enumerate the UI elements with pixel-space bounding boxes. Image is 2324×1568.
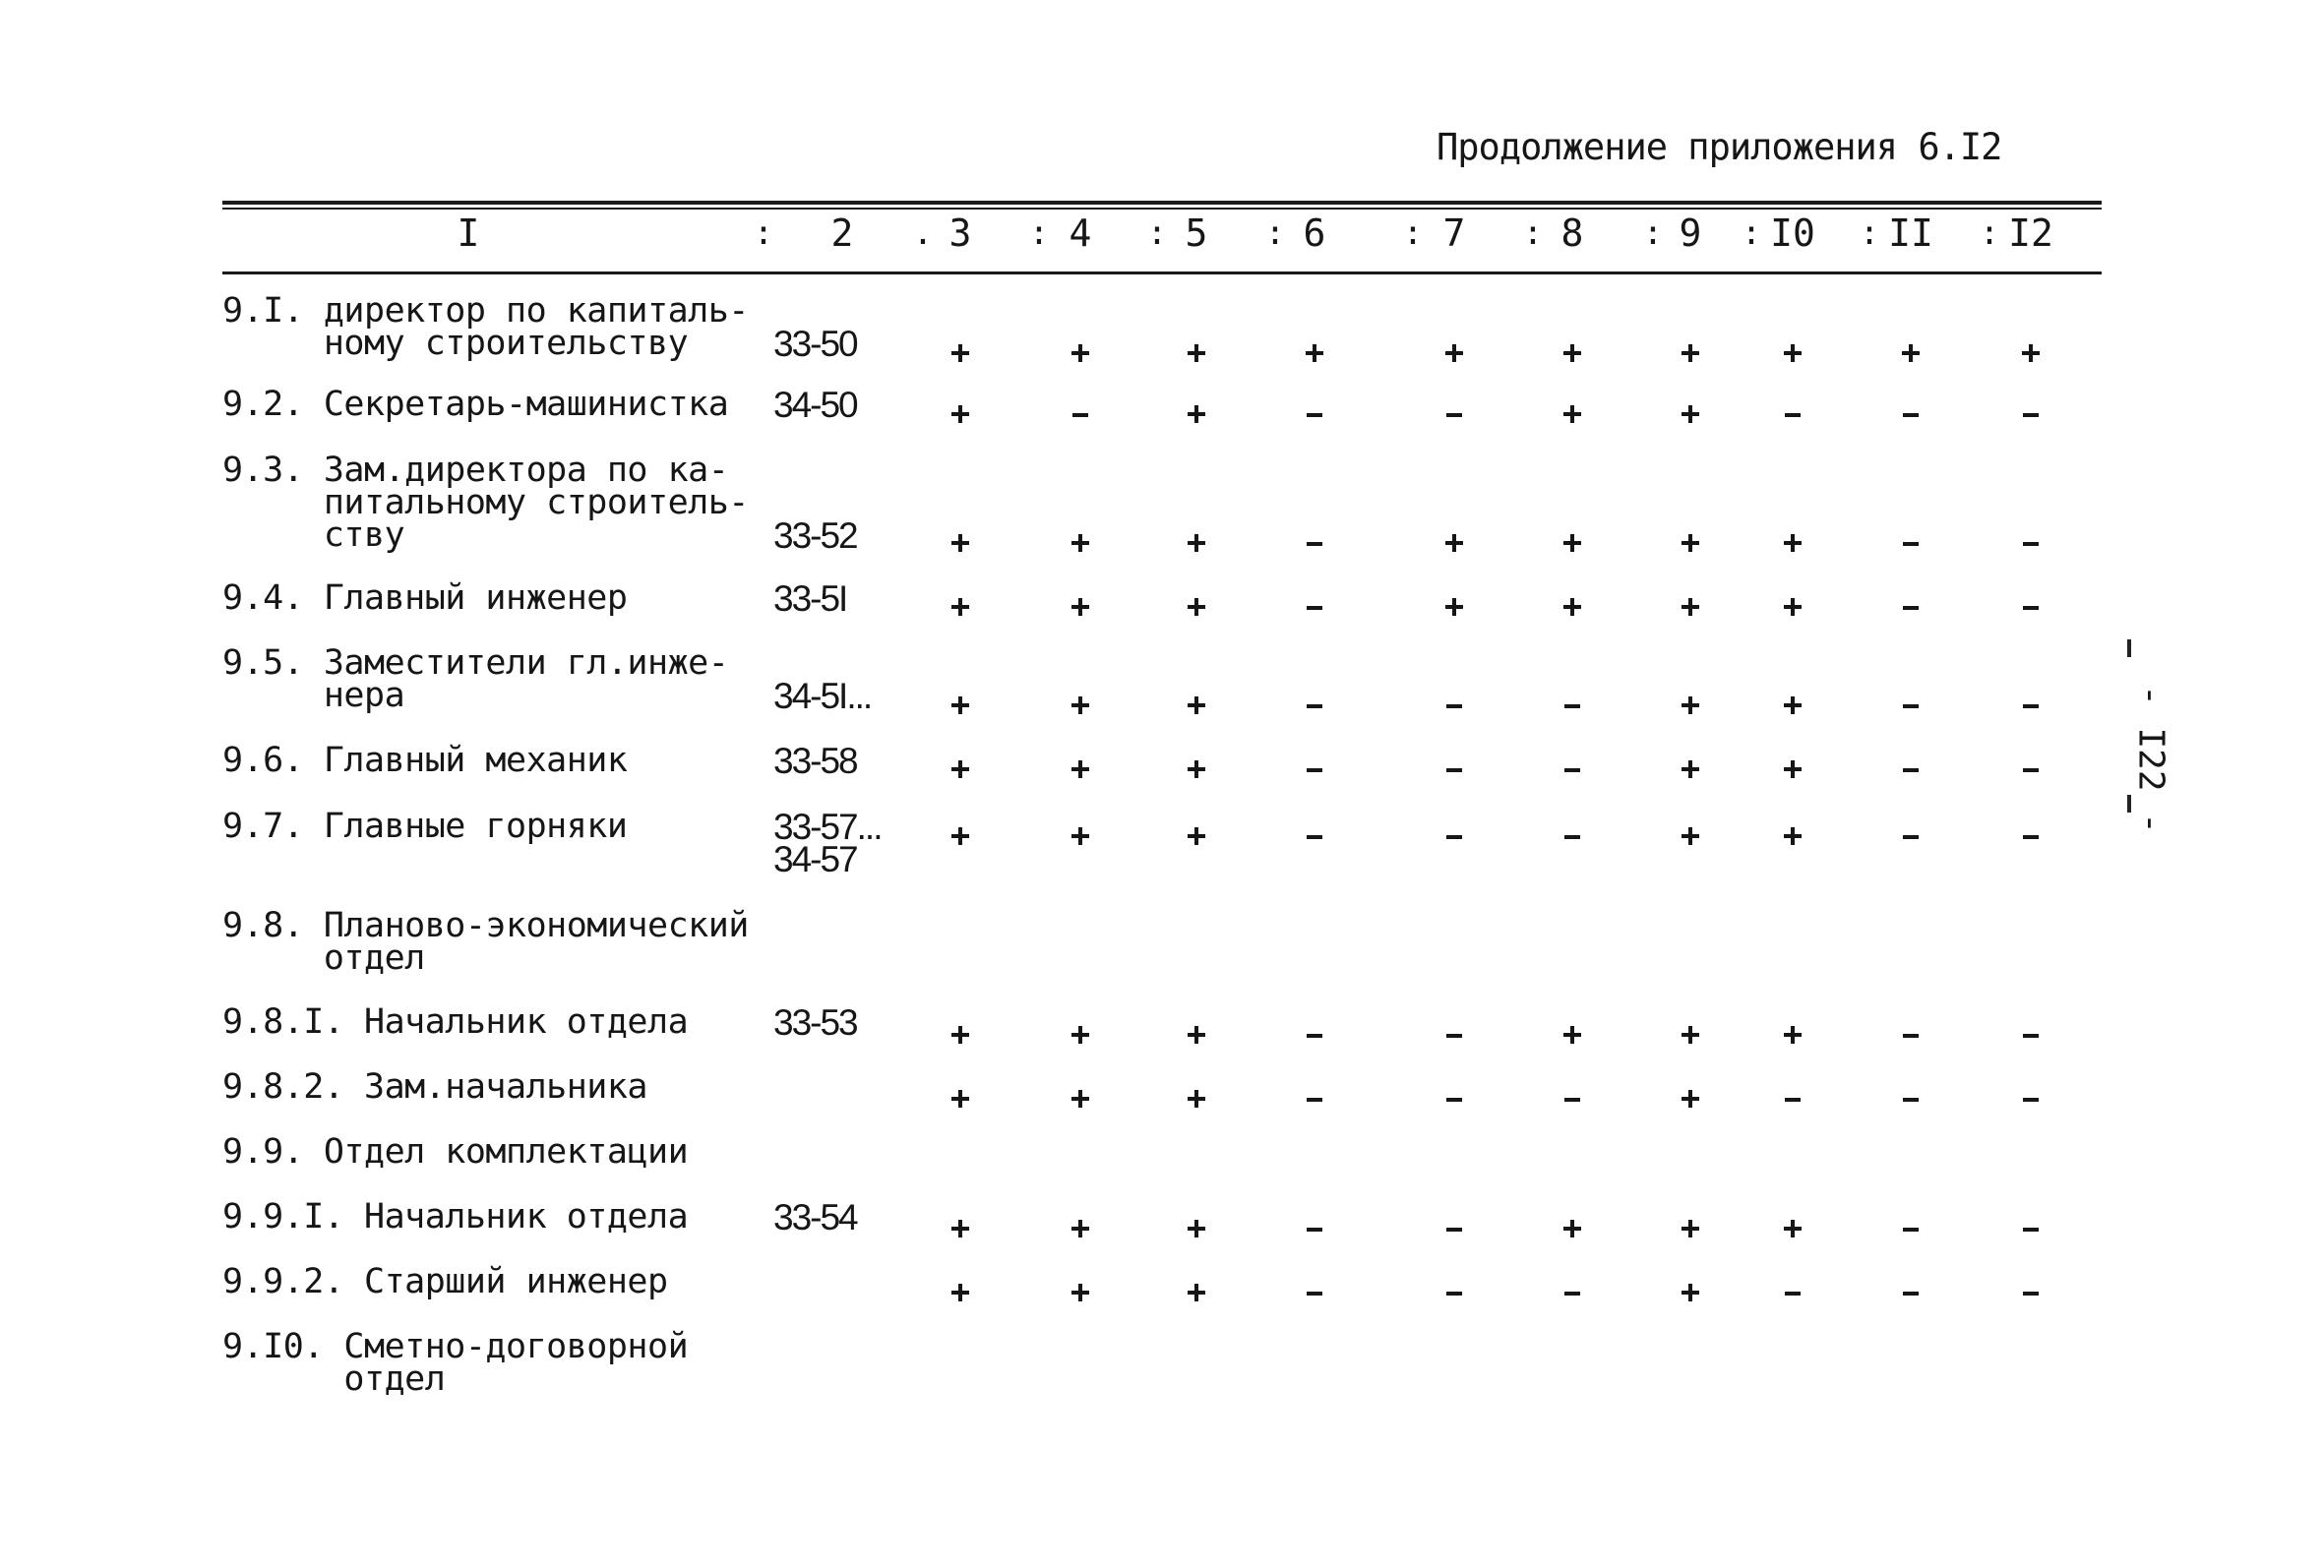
minus-mark — [1295, 686, 1334, 725]
plus-mark — [1553, 587, 1592, 627]
row-code: 33-57... 34-57 — [773, 807, 882, 879]
row-code: 34-50 — [773, 385, 857, 425]
column-header-12: I2 — [2008, 211, 2053, 255]
row-label: 9.I0. Сметно-договорной отдел — [222, 1327, 689, 1399]
plus-mark — [941, 1079, 980, 1118]
plus-mark — [1177, 1273, 1216, 1312]
column-header-5: 5 — [1185, 211, 1208, 255]
plus-mark — [941, 750, 980, 789]
minus-mark — [1435, 1209, 1474, 1248]
row-label: 9.6. Главный механик — [222, 741, 628, 780]
plus-mark — [1435, 523, 1474, 563]
minus-mark — [1295, 750, 1334, 789]
plus-mark — [941, 1209, 980, 1248]
column-header-1: I — [457, 211, 480, 255]
minus-mark — [2011, 750, 2050, 789]
column-header-6: 6 — [1303, 211, 1326, 255]
column-header-7: 7 — [1442, 211, 1466, 255]
minus-mark — [2011, 1079, 2050, 1118]
plus-mark — [1061, 686, 1100, 725]
plus-mark — [1061, 816, 1100, 856]
minus-mark — [1295, 816, 1334, 856]
plus-mark — [1177, 333, 1216, 373]
plus-mark — [1061, 1015, 1100, 1055]
column-separator: : — [753, 213, 774, 253]
minus-mark — [1891, 1273, 1930, 1312]
plus-mark — [1671, 816, 1710, 856]
row-label: 9.5. Заместители гл.инже- нера — [222, 643, 729, 715]
minus-mark — [1295, 1209, 1334, 1248]
minus-mark — [1891, 750, 1930, 789]
minus-mark — [1061, 394, 1100, 434]
minus-mark — [1773, 394, 1812, 434]
plus-mark — [1671, 686, 1710, 725]
plus-mark — [1671, 750, 1710, 789]
page-number — [2130, 685, 2171, 834]
plus-mark — [1773, 1015, 1812, 1055]
column-header-3: 3 — [948, 211, 972, 255]
plus-mark — [1773, 686, 1812, 725]
minus-mark — [1891, 523, 1930, 563]
row-code: 33-58 — [773, 741, 857, 781]
plus-mark — [1177, 1209, 1216, 1248]
plus-mark — [941, 816, 980, 856]
plus-mark — [1773, 750, 1812, 789]
row-label: 9.2. Секретарь-машинистка — [222, 385, 729, 424]
row-label: 9.8.2. Зам.начальника — [222, 1067, 648, 1107]
column-separator: : — [1979, 213, 2000, 253]
row-label: 9.8.I. Начальник отдела — [222, 1002, 689, 1042]
minus-mark — [1435, 1015, 1474, 1055]
minus-mark — [1435, 394, 1474, 434]
column-header-11: II — [1888, 211, 1933, 255]
row-label: 9.8. Планово-экономический отдел — [222, 906, 749, 978]
minus-mark — [2011, 523, 2050, 563]
minus-mark — [2011, 1273, 2050, 1312]
plus-mark — [941, 587, 980, 627]
row-code: 33-5I — [773, 578, 847, 619]
plus-mark — [1553, 1015, 1592, 1055]
minus-mark — [1435, 1079, 1474, 1118]
plus-mark — [1671, 1079, 1710, 1118]
minus-mark — [1891, 1079, 1930, 1118]
plus-mark — [1061, 333, 1100, 373]
minus-mark — [1553, 686, 1592, 725]
plus-mark — [1177, 1079, 1216, 1118]
plus-mark — [1553, 394, 1592, 434]
plus-mark — [1435, 587, 1474, 627]
plus-mark — [1671, 1209, 1710, 1248]
plus-mark — [1773, 1209, 1812, 1248]
column-separator: : — [1741, 213, 1762, 253]
plus-mark — [1177, 1015, 1216, 1055]
plus-mark — [1553, 1209, 1592, 1248]
plus-mark — [1671, 523, 1710, 563]
plus-mark — [941, 686, 980, 725]
minus-mark — [1435, 816, 1474, 856]
row-code: 34-5I... — [773, 676, 872, 716]
row-label: 9.I. директор по капиталь- ному строительству — [222, 291, 749, 363]
minus-mark — [1553, 1079, 1592, 1118]
column-header-9: 9 — [1679, 211, 1702, 255]
plus-mark — [941, 1273, 980, 1312]
minus-mark — [1295, 1015, 1334, 1055]
column-separator: : — [1859, 213, 1880, 253]
plus-mark — [1177, 750, 1216, 789]
minus-mark — [1891, 816, 1930, 856]
column-separator: : — [1642, 213, 1664, 253]
plus-mark — [1061, 750, 1100, 789]
plus-mark — [941, 394, 980, 434]
row-label: 9.7. Главные горняки — [222, 807, 628, 846]
plus-mark — [1177, 587, 1216, 627]
minus-mark — [2011, 587, 2050, 627]
minus-mark — [1435, 1273, 1474, 1312]
minus-mark — [1295, 1079, 1334, 1118]
minus-mark — [2011, 686, 2050, 725]
plus-mark — [1671, 1015, 1710, 1055]
row-code: 33-53 — [773, 1002, 857, 1043]
row-label: 9.3. Зам.директора по ка- питальному строитель- ству — [222, 451, 749, 555]
minus-mark — [2011, 816, 2050, 856]
minus-mark — [2011, 1209, 2050, 1248]
minus-mark — [1553, 750, 1592, 789]
plus-mark — [1177, 394, 1216, 434]
row-label: 9.9. Отдел комплектации — [222, 1132, 689, 1172]
minus-mark — [1553, 816, 1592, 856]
plus-mark — [941, 523, 980, 563]
row-code: 33-54 — [773, 1197, 857, 1237]
plus-mark — [941, 1015, 980, 1055]
plus-mark — [1553, 333, 1592, 373]
plus-mark — [1295, 333, 1334, 373]
minus-mark — [1295, 587, 1334, 627]
table-top-rule — [222, 201, 2102, 205]
plus-mark — [1061, 523, 1100, 563]
plus-mark — [1891, 333, 1930, 373]
row-label: 9.9.2. Старший инженер — [222, 1262, 668, 1301]
column-header-10: I0 — [1770, 211, 1815, 255]
plus-mark — [1177, 523, 1216, 563]
plus-mark — [1435, 333, 1474, 373]
row-label: 9.9.I. Начальник отдела — [222, 1197, 689, 1236]
minus-mark — [1435, 686, 1474, 725]
plus-mark — [1773, 816, 1812, 856]
plus-mark — [1671, 333, 1710, 373]
minus-mark — [1295, 1273, 1334, 1312]
plus-mark — [1061, 1209, 1100, 1248]
plus-mark — [1061, 1273, 1100, 1312]
minus-mark — [2011, 394, 2050, 434]
minus-mark — [1435, 750, 1474, 789]
minus-mark — [1773, 1273, 1812, 1312]
minus-mark — [1891, 587, 1930, 627]
plus-mark — [1773, 587, 1812, 627]
plus-mark — [1671, 1273, 1710, 1312]
minus-mark — [1891, 1209, 1930, 1248]
minus-mark — [1891, 1015, 1930, 1055]
plus-mark — [1061, 587, 1100, 627]
row-label: 9.4. Главный инженер — [222, 578, 628, 618]
plus-mark — [2011, 333, 2050, 373]
column-header-8: 8 — [1560, 211, 1584, 255]
column-separator: : — [1402, 213, 1424, 253]
page-header: Продолжение приложения 6.I2 — [1437, 126, 2002, 168]
column-separator: : — [1146, 213, 1168, 253]
column-header-4: 4 — [1069, 211, 1092, 255]
column-separator: : — [1264, 213, 1286, 253]
plus-mark — [1773, 333, 1812, 373]
plus-mark — [1177, 816, 1216, 856]
plus-mark — [1553, 523, 1592, 563]
minus-mark — [1553, 1273, 1592, 1312]
column-separator: : — [1522, 213, 1544, 253]
row-code: 33-50 — [773, 324, 857, 364]
minus-mark — [1295, 523, 1334, 563]
table-header-rule — [222, 271, 2102, 274]
plus-mark — [1671, 394, 1710, 434]
minus-mark — [2011, 1015, 2050, 1055]
minus-mark — [1773, 1079, 1812, 1118]
minus-mark — [1891, 686, 1930, 725]
minus-mark — [1891, 394, 1930, 434]
minus-mark — [1295, 394, 1334, 434]
page-number-dash-bottom — [2127, 795, 2131, 813]
column-header-2: 2 — [830, 211, 854, 255]
plus-mark — [1061, 1079, 1100, 1118]
plus-mark — [1671, 587, 1710, 627]
row-code: 33-52 — [773, 515, 857, 556]
plus-mark — [1773, 523, 1812, 563]
page-number-dash-top — [2127, 639, 2131, 657]
plus-mark — [941, 333, 980, 373]
column-separator: . — [912, 213, 934, 253]
column-separator: : — [1028, 213, 1050, 253]
plus-mark — [1177, 686, 1216, 725]
page-number-text: - I22 - — [2130, 685, 2171, 834]
